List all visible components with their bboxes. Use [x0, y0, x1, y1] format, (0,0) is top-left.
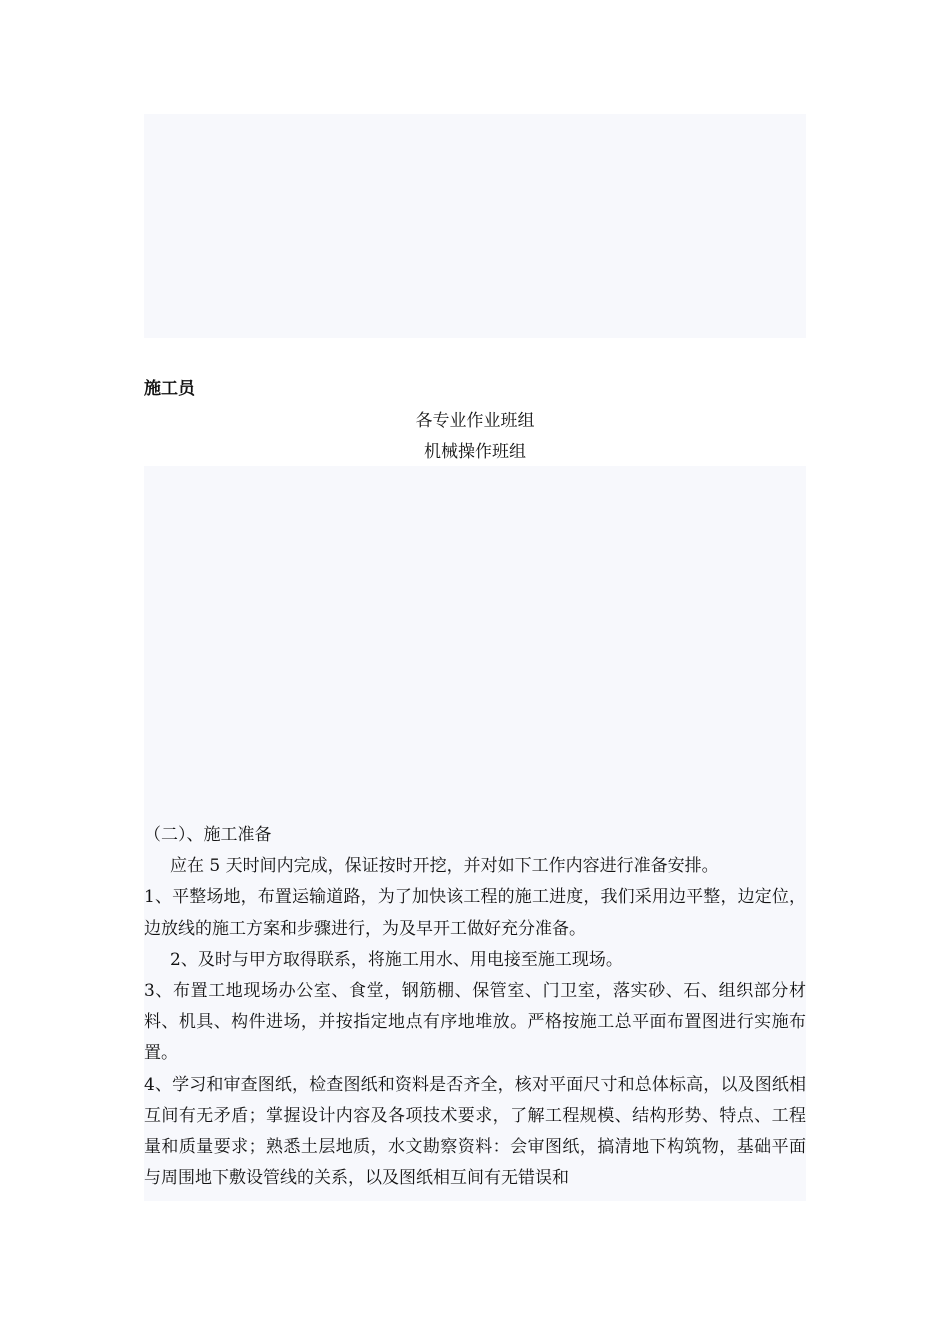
org-chart-placeholder-top: [144, 114, 806, 338]
role-label: 施工员: [144, 379, 195, 399]
section-intro: 应在 5 天时间内完成，保证按时开挖，并对如下工作内容进行准备安排。: [170, 856, 719, 877]
section-content: [144, 820, 806, 1194]
team-label-specialty: 各专业作业班组: [415, 411, 535, 431]
list-item: 4、学习和审查图纸，检查图纸和资料是否齐全，核对平面尺寸和总体标高，以及图纸相互间有无矛盾；掌握设计内容及各项技术要求，了解工程规模、结构形势、特点、工程量和质量要求；熟悉土层地质，水文勘察资料：会审图纸，搞清地下构筑物，基础平面与周围地下敷设管线的关系，以及图纸相互间有无错误和: [144, 1074, 806, 1189]
section-heading: （二）、施工准备: [144, 825, 272, 845]
list-item: 2、及时与甲方取得联系，将施工用水、用电接至施工现场。: [170, 949, 623, 970]
team-label-machinery: 机械操作班组: [424, 442, 526, 462]
list-item: 1、平整场地，布置运输道路，为了加快该工程的施工进度，我们采用边平整，边定位，边放线的施工方案和步骤进行，为及早开工做好充分准备。: [144, 887, 806, 939]
list-item: 3、布置工地现场办公室、食堂，钢筋棚、保管室、门卫室，落实砂、石、组织部分材料、机具、构件进场，并按指定地点有序地堆放。严格按施工总平面布置图进行实施布置。: [144, 981, 806, 1064]
